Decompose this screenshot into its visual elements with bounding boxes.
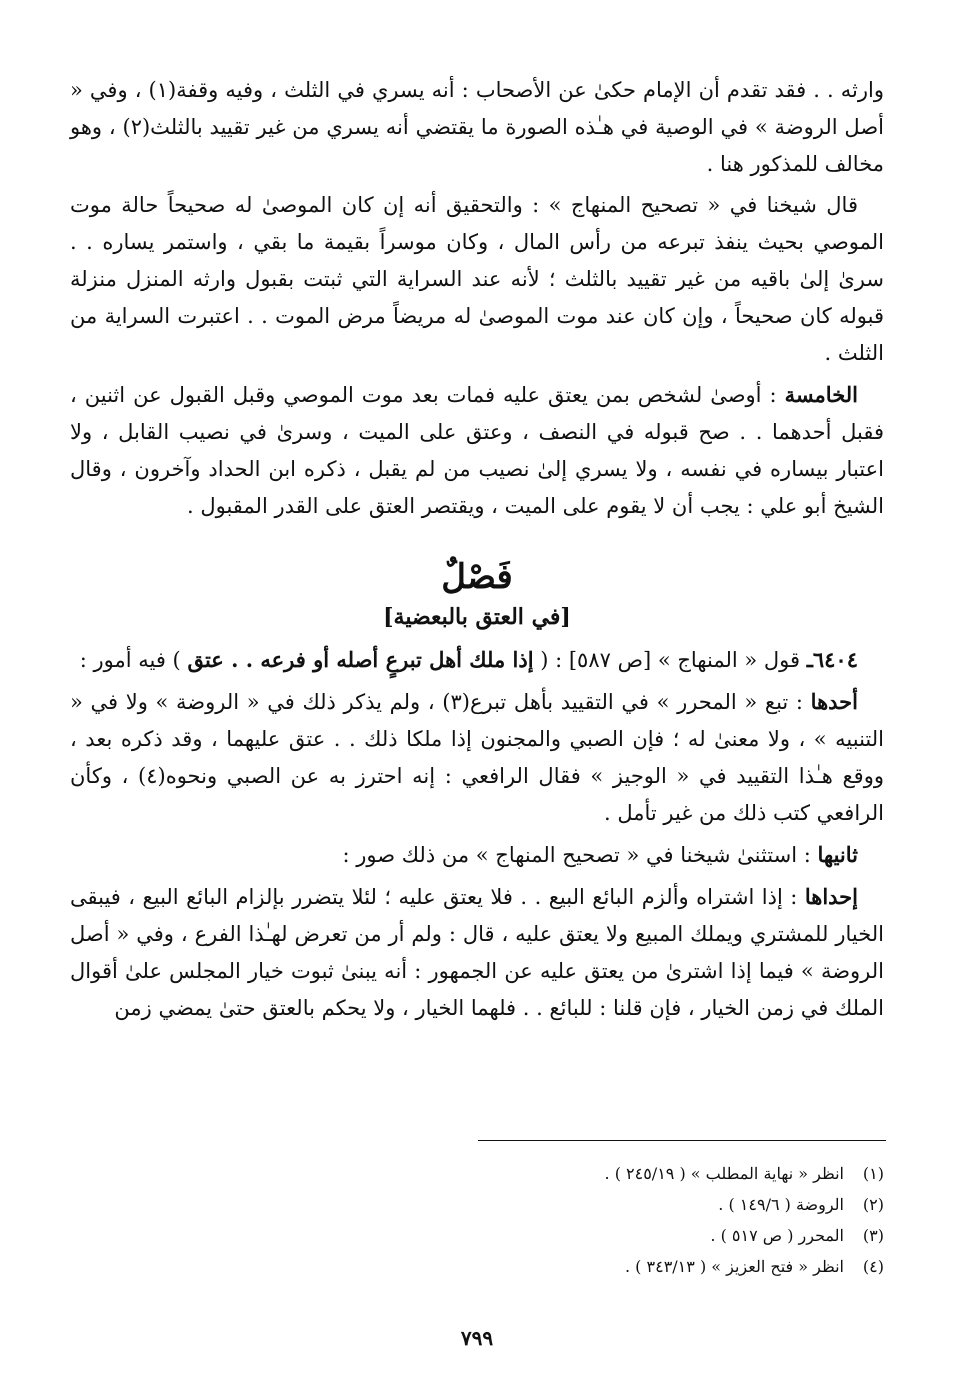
section-heading xyxy=(70,555,884,635)
footnotes xyxy=(200,1158,884,1282)
ihdaha-text: : إذا اشتراه وألزم البائع البيع . . فلا يعتق عليه ؛ لئلا يتضرر بإلزام البائع البيع ، فيبقى الخيار للمشتري ويملك المبيع ولا يعتق عليه ، قال : ولم أر من تعرض لهـٰذا الفرع ، وفي « أصل الروضة » فيما إذا اشترىٰ من يعتق عليه عن الجمهور : أنه يبنىٰ ثبوت خيار المجلس علىٰ أقوال الملك في زمن الخيار ، فإن قلنا : للبائع . . فلهما الخيار ، ولا يحكم بالعتق حتىٰ يمضي زمن xyxy=(70,885,884,1020)
thaniha-label: ثانيها xyxy=(817,842,858,867)
ahaduha-text: : تبع « المحرر » في التقييد بأهل تبرع(٣) ، ولم يذكر ذلك في « الروضة » ولا في « التنبيه » ، ولا معنىٰ له ؛ فإن الصبي والمجنون إذا ملكا ذلك . . عتق عليهما ، وقد ذكره بعد ، ووقع هـٰذا التقييد في « الوجيز » فقال الرافعي : إنه احترز به عن الصبي ونحوه(٤) ، وكأن الرافعي كتب ذلك من غير تأمل . xyxy=(70,690,884,825)
footnote-number: (١) xyxy=(862,1164,884,1183)
ahaduha-label: أحدها xyxy=(810,689,858,714)
section-subtitle: [في العتق بالبعضية] xyxy=(383,604,571,630)
footnote-item xyxy=(200,1251,884,1282)
entry-quote: إذا ملك أهل تبرعٍ أصله أو فرعه . . عتق xyxy=(187,647,534,672)
entry-outro: ) فيه أمور : xyxy=(79,648,188,672)
paragraph-tashih: قال شيخنا في « تصحيح المنهاج » : والتحقيق أنه إن كان الموصىٰ له صحيحاً حالة موت الموصي بحيث ينفذ تبرعه من رأس المال ، وكان موسراً بقيمة ما بقي ، واستمر يساره . . سرىٰ إلىٰ باقيه من غير تقييد بالثلث ؛ لأنه عند السراية التي ثبتت بقبول وارثه المنزل منزلة قبوله كان صحيحاً ، وإن كان عند موت الموصىٰ له مريضاً مرض الموت . . اعتبرت السراية من الثلث . xyxy=(70,193,884,365)
thaniha-text: : استثنىٰ شيخنا في « تصحيح المنهاج » من ذلك صور : xyxy=(342,843,818,867)
footnote-item xyxy=(200,1220,884,1251)
paragraph-continuation: وارثه . . فقد تقدم أن الإمام حكىٰ عن الأصحاب : أنه يسري في الثلث ، وفيه وقفة(١) ، وفي « أصل الروضة » في الوصية في هـٰذه الصورة ما يقتضي أنه يسري من غير تقييد بالثلث(٢) ، وهو مخالف للمذكور هنا . xyxy=(70,78,884,176)
footnote-divider xyxy=(478,1140,886,1141)
fasl-ornament: فَصْلٌ xyxy=(441,557,513,597)
paragraph-ihdaha xyxy=(70,878,884,1027)
entry-intro: قول « المنهاج » [ص ٥٨٧] : ( xyxy=(533,648,807,672)
khamisa-text: : أوصىٰ لشخص بمن يعتق عليه فمات بعد موت الموصي وقبل القبول عن اثنين ، فقبل أحدهما . . صح قبوله في النصف ، وعتق على الميت ، وسرىٰ في نصيب القابل ، ولا اعتبار بيساره في نفسه ، ولا يسري إلىٰ نصيب من لم يقبل ، ذكره ابن الحداد وآخرون ، وقال الشيخ أبو علي : يجب أن لا يقوم على الميت ، ويقتصر العتق على القدر المقبول . xyxy=(70,383,884,518)
khamisa-label: الخامسة xyxy=(784,382,858,407)
paragraph-khamisa xyxy=(70,376,884,525)
page-number: ٧٩٩ xyxy=(460,1326,494,1350)
main-text xyxy=(70,72,884,1031)
footnote-text: انظر « نهاية المطلب » ( ٢٤٥/١٩ ) . xyxy=(604,1164,844,1183)
ihdaha-label: إحداها xyxy=(804,884,858,909)
footnote-item xyxy=(200,1189,884,1220)
footnote-item xyxy=(200,1158,884,1189)
paragraph-thaniha xyxy=(70,836,884,874)
paragraph-ahaduha xyxy=(70,683,884,832)
footnote-number: (٢) xyxy=(862,1195,884,1214)
footnote-text: المحرر ( ص ٥١٧ ) . xyxy=(710,1226,844,1245)
footnote-number: (٣) xyxy=(862,1226,884,1245)
paragraph-6404 xyxy=(70,641,884,679)
footnote-number: (٤) xyxy=(862,1257,884,1276)
footnote-text: الروضة ( ١٤٩/٦ ) . xyxy=(718,1195,844,1214)
footnote-text: انظر « فتح العزيز » ( ٣٤٣/١٣ ) . xyxy=(625,1257,844,1276)
entry-number: ٦٤٠٤ـ xyxy=(806,647,858,672)
